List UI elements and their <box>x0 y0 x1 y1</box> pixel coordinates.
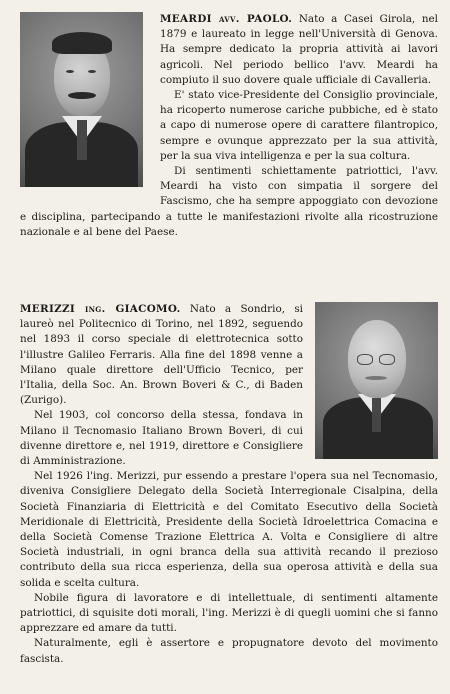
bio-paragraph: Di sentimenti schiettamente patriottici, l'avv. Meardi ha visto con simpatia il sorgere del Fascismo, che ha sempre appoggiato con devozione e disciplina, partecipando a tutte le manifestazioni rivolte alla ricostruzione nazionale e al bene del Paese. <box>20 165 438 238</box>
portrait-meardi <box>20 12 143 187</box>
portrait-merizzi <box>315 302 438 459</box>
name-merizzi: MERIZZI ing. GIACOMO. <box>20 303 181 315</box>
name-meardi: MEARDI avv. PAOLO. <box>160 13 293 25</box>
bio-merizzi <box>20 302 438 667</box>
bio-paragraph: Nobile figura di lavoratore e di intellettuale, di sentimenti altamente patriottici, di squisite doti morali, l'ing. Merizzi è di quegli uomini che si fanno apprezzare ed amare da tutti. <box>20 591 438 635</box>
bio-paragraph: Nel 1926 l'ing. Merizzi, pur essendo a prestare l'opera sua nel Tecnomasio, diveniva Consigliere Delegato della Società Interregionale Cisalpina, della Società Finanziaria di Elettricità e del Comitato Esecutivo della Società Meridionale di Elettricità, Presidente della Società Idroelettrica Comacina e della Società Comense Trazione Elettrica A. Volta e Consigliere di altre Società industriali, in ogni branca della sua attività recando il prezioso contributo della sua ricca esperienza, della sua operosa attività e della sua solida e scelta cultura. <box>20 470 438 589</box>
bio-meardi <box>20 12 438 240</box>
bio-paragraph: Nato a Casei Girola, nel 1879 e laureato in legge nell'Università di Genova. Ha sempre dedicato la propria attività ai lavori agricoli. Nel periodo bellico l'avv. Meardi ha compiuto il suo dovere quale ufficiale di Cavalleria. <box>160 13 438 86</box>
bio-paragraph: Nato a Sondrio, si laureò nel Politecnico di Torino, nel 1892, seguendo nel 1893 il corso speciale di elettrotecnica sotto l'illustre Galileo Ferraris. Alla fine del 1898 venne a Milano quale direttore dell'Ufficio Tecnico, per l'Italia, della Soc. An. Brown Boveri & C., di Baden (Zurigo). <box>20 303 303 407</box>
bio-paragraph: E' stato vice-Presidente del Consiglio provinciale, ha ricoperto numerose cariche pubbiche, ed è stato a capo di numerose opere di carattere filantropico, sempre e ovunque apprezzato per la sua attività, per la sua viva intelligenza e per la sua coltura. <box>160 89 438 162</box>
bio-paragraph: Nel 1903, col concorso della stessa, fondava in Milano il Tecnomasio Italiano Brown Boveri, di cui divenne direttore e, nel 1919, direttore e Consigliere di Amministrazione. <box>20 409 303 468</box>
bio-paragraph: Naturalmente, egli è assertore e propugnatore devoto del movimento fascista. <box>20 637 438 665</box>
